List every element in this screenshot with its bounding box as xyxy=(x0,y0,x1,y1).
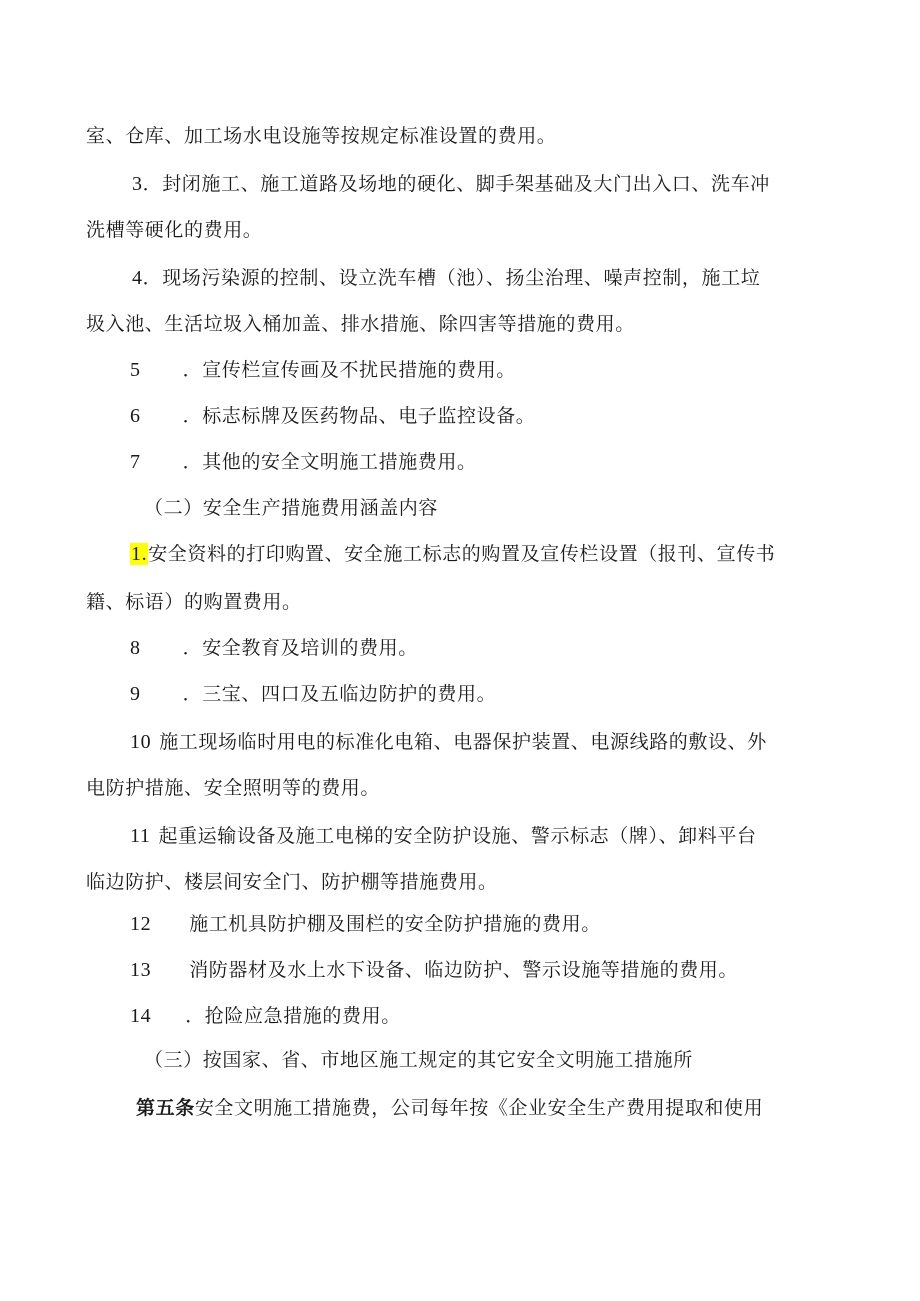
list-item-6 xyxy=(130,402,535,430)
list-item-10 xyxy=(130,728,767,756)
item-number: 11 xyxy=(130,825,151,847)
article-label: 第五条 xyxy=(136,1097,195,1119)
item-text: ．抢险应急措施的费用。 xyxy=(185,1005,401,1027)
item-text: ．其他的安全文明施工措施费用。 xyxy=(182,451,477,473)
item-text: ．现场污染源的控制、设立洗车槽（池）、扬尘治理、噪声控制，施工垃 xyxy=(142,267,761,289)
highlighted-item-number: 1. xyxy=(131,543,148,565)
item-text: ．封闭施工、施工道路及场地的硬化、脚手架基础及大门出入口、洗车冲 xyxy=(142,173,770,195)
section-heading-2: （二）安全生产措施费用涵盖内容 xyxy=(144,497,439,519)
list-item-5 xyxy=(130,356,516,384)
item-number: 7 xyxy=(130,451,141,473)
item-text: 消防器材及水上水下设备、临边防护、警示设施等措施的费用。 xyxy=(189,959,739,981)
item-number: 12 xyxy=(130,913,152,935)
item-number: 13 xyxy=(130,959,152,981)
item-text: ．宣传栏宣传画及不扰民措施的费用。 xyxy=(182,359,516,381)
item-number: 10 xyxy=(130,731,152,753)
article-text: 安全文明施工措施费，公司每年按《企业安全生产费用提取和使用 xyxy=(194,1097,764,1119)
list-item-3 xyxy=(132,170,770,198)
list-item-7 xyxy=(130,448,477,476)
list-item-13 xyxy=(130,956,738,984)
item-text: 施工机具防护棚及围栏的安全防护措施的费用。 xyxy=(189,913,601,935)
list-item-11 xyxy=(130,822,757,850)
item-text: 安全资料的打印购置、安全施工标志的购置及宣传栏设置（报刊、宣传书 xyxy=(148,543,776,565)
list-item-14 xyxy=(130,1002,401,1030)
section2-item-1-cont: 籍、标语）的购置费用。 xyxy=(86,591,302,613)
list-item-10-cont: 电防护措施、安全照明等的费用。 xyxy=(86,777,381,799)
list-item-8 xyxy=(130,634,418,662)
item-number: 6 xyxy=(130,405,141,427)
item-number: 9 xyxy=(130,683,141,705)
item-text: 施工现场临时用电的标准化电箱、电器保护装置、电源线路的敷设、外 xyxy=(159,731,767,753)
section-heading-3: （三）按国家、省、市地区施工规定的其它安全文明施工措施所 xyxy=(144,1049,693,1071)
list-item-11-cont: 临边防护、楼层间安全门、防护棚等措施费用。 xyxy=(86,871,498,893)
list-item-9 xyxy=(130,680,496,708)
item-text: ．标志标牌及医药物品、电子监控设备。 xyxy=(182,405,536,427)
list-item-12 xyxy=(130,910,601,938)
list-item-3-cont: 洗槽等硬化的费用。 xyxy=(86,219,263,241)
item-number: 8 xyxy=(130,637,141,659)
article-5 xyxy=(136,1094,763,1122)
paragraph-line: 室、仓库、加工场水电设施等按规定标准设置的费用。 xyxy=(86,125,557,147)
item-text: ．三宝、四口及五临边防护的费用。 xyxy=(182,683,497,705)
item-number: 4 xyxy=(132,267,143,289)
item-number: 3 xyxy=(132,173,143,195)
section2-item-1 xyxy=(130,540,775,568)
item-number: 14 xyxy=(130,1005,152,1027)
list-item-4-cont: 圾入池、生活垃圾入桶加盖、排水措施、除四害等措施的费用。 xyxy=(86,313,635,335)
item-text: 起重运输设备及施工电梯的安全防护设施、警示标志（牌）、卸料平台 xyxy=(158,825,757,847)
item-text: ．安全教育及培训的费用。 xyxy=(182,637,418,659)
item-number: 5 xyxy=(130,359,141,381)
list-item-4 xyxy=(132,264,760,292)
